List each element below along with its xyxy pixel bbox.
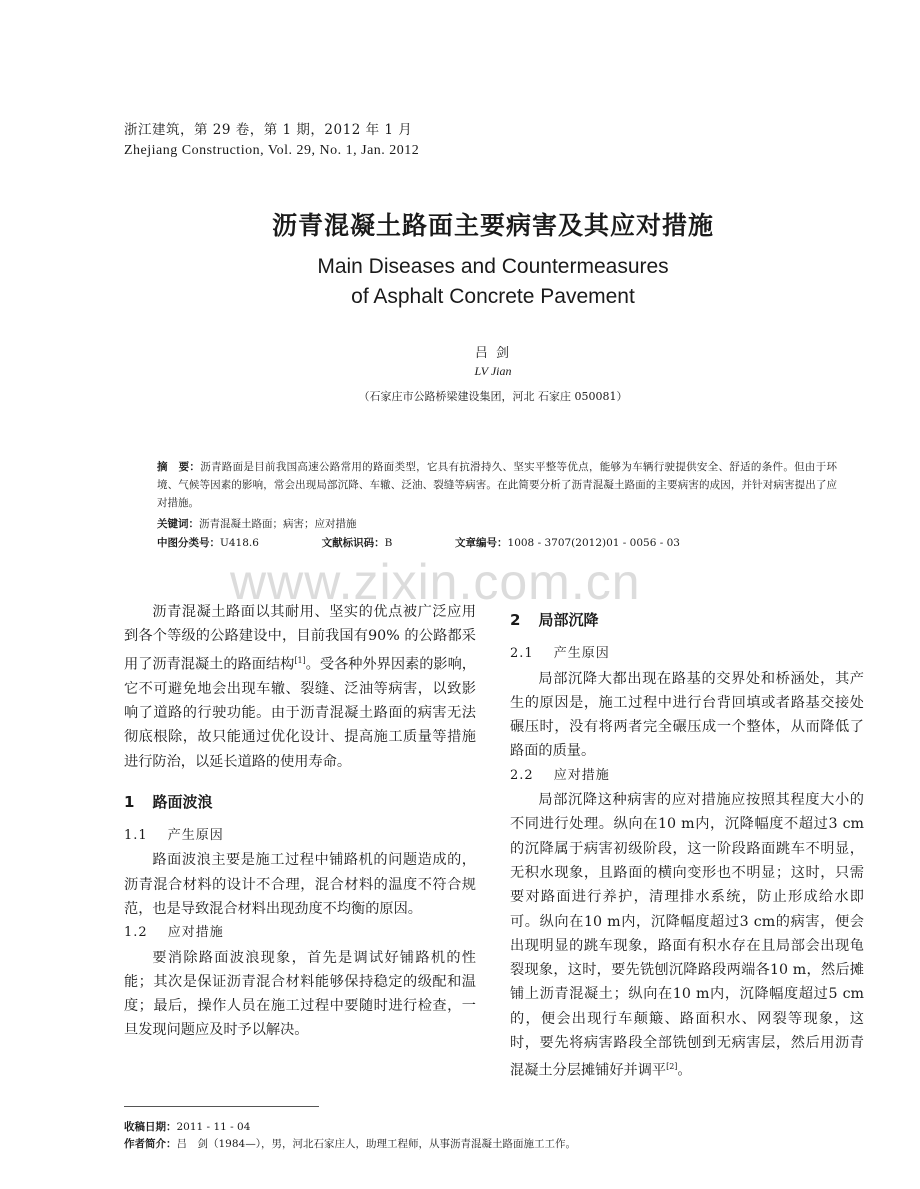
section-2-2-heading (510, 764, 864, 788)
title-cn: 沥青混凝土路面主要病害及其应对措施 (271, 211, 714, 240)
keywords-label: 关键词： (157, 518, 199, 530)
section-2-1-heading (510, 642, 864, 666)
clc-value: U418.6 (220, 537, 259, 549)
doc-code-label: 文献标识码： (321, 537, 385, 549)
section-2-2-end: 。 (677, 1063, 692, 1080)
received-value: 2011 - 11 - 04 (176, 1121, 251, 1133)
author-bio-label: 作者简介： (124, 1138, 177, 1150)
keywords (157, 515, 837, 533)
title-en-line1: Main Diseases and Countermeasures (317, 255, 669, 278)
section-2-1-paragraph: 局部沉降大都出现在路基的交界处和桥涵处，其产生的原因是，施工过程中进行台背回填或者路基交接处碾压时，没有将两者完全碾压成一个整体，从而降低了路面的质量。 (510, 670, 864, 760)
section-2-heading (510, 608, 864, 632)
section-1-2-number: 1.2 (124, 925, 148, 941)
section-2-number: 2 (510, 611, 521, 629)
keywords-text: 沥青混凝土路面；病害；应对措施 (199, 518, 357, 530)
intro-text-rest: 。受各种外界因素的影响，它不可避免地会出现车辙、裂缝、泛油等病害，以致影响了道路的行驶功能。由于沥青混凝土路面的病害无法彻底根除，故只能通过优化设计、提高施工质量等措施进行防治，以延长道路的使用寿命。 (124, 656, 476, 770)
section-1-heading (124, 790, 476, 814)
intro-paragraph (124, 600, 476, 774)
doc-code-value: B (384, 537, 393, 549)
author-cn: 吕 剑 (474, 346, 512, 361)
section-1-1-number: 1.1 (124, 828, 148, 844)
section-1-title: 路面波浪 (152, 792, 213, 811)
section-2-1-number: 2.1 (510, 646, 534, 662)
journal-header-en: Zhejiang Construction, Vol. 29, No. 1, Jan. 2012 (124, 143, 420, 158)
left-column (124, 600, 476, 1043)
right-column (510, 608, 864, 1083)
clc-label: 中图分类号： (157, 537, 220, 549)
affiliation: （石家庄市公路桥梁建设集团，河北 石家庄 050081） (358, 390, 628, 403)
section-2-1-title: 产生原因 (553, 646, 610, 662)
section-2-2-paragraph (510, 788, 864, 1083)
section-1-2-paragraph: 要消除路面波浪现象，首先是调试好铺路机的性能；其次是保证沥青混合材料能够保持稳定的级配和温度；最后，操作人员在施工过程中要随时进行检查，一旦发现问题应及时予以解决。 (124, 949, 476, 1039)
watermark: www.zixin.com.cn (230, 554, 641, 610)
reference-1: [1] (294, 655, 306, 665)
abstract-label: 摘 要： (157, 461, 201, 473)
received-label: 收稿日期： (124, 1121, 177, 1133)
author-bio (124, 1136, 576, 1152)
section-1-1-title: 产生原因 (167, 828, 224, 844)
reference-2: [2] (666, 1062, 678, 1072)
article-number-value: 1008 - 3707(2012)01 - 0056 - 03 (507, 537, 680, 549)
section-1-1-heading (124, 824, 476, 848)
section-1-1-paragraph: 路面波浪主要是施工过程中铺路机的问题造成的，沥青混合材料的设计不合理，混合材料的温度不符合规范，也是导致混合材料出现劲度不均衡的原因。 (124, 852, 476, 917)
received-date (124, 1119, 250, 1135)
abstract-text: 沥青路面是目前我国高速公路常用的路面类型，它具有抗滑持久、坚实平整等优点，能够为车辆行驶提供安全、舒适的条件。但由于环境、气候等因素的影响，常会出现局部沉降、车辙、泛油、裂缝等病害。在此简要分析了沥青混凝土路面的主要病害的成因，并针对病害提出了应对措施。 (157, 461, 838, 509)
title-en-line2: of Asphalt Concrete Pavement (351, 285, 635, 308)
section-2-2-title: 应对措施 (553, 767, 610, 783)
section-2-2-number: 2.2 (510, 767, 534, 783)
author-en: LV Jian (474, 364, 512, 378)
author-bio-text: 吕 剑（1984—），男，河北石家庄人，助理工程师，从事沥青混凝土路面施工工作。 (176, 1138, 576, 1150)
section-1-number: 1 (124, 792, 135, 811)
journal-header-cn: 浙江建筑，第 29 卷，第 1 期，2012 年 1 月 (124, 122, 413, 138)
article-number-label: 文章编号： (455, 537, 508, 549)
section-2-2-text: 局部沉降这种病害的应对措施应按照其程度大小的不同进行处理。纵向在10 m内，沉降幅度不超过3 cm的沉降属于病害初级阶段，这一阶段路面跳车不明显，无积水现象，且路面的横向变形也不明显；这时，只需要对路面进行养护，清理排水系统，防止形成给水即可。纵向在10 m内，沉降幅度超过3 cm的病害，便会出现明显的跳车现象，路面有积水存在且局部会出现龟裂现象，这时，要先铣刨沉降路段两端各10 m，然后摊铺上沥青混凝土；纵向在10 m内，沉降幅度超过5 cm的，便会出现行车颠簸、路面积水、网裂等现象，这时，要先将病害路段全部铣刨到无病害层，然后用沥青混凝土分层摊铺好并调平 (510, 792, 864, 1080)
section-2-title: 局部沉降 (538, 611, 599, 629)
intro-text: 沥青混凝土路面以其耐用、坚实的优点被广泛应用到各个等级的公路建设中，目前我国有90% 的公路都采用了沥青混凝土的路面结构 (124, 604, 476, 673)
section-1-2-title: 应对措施 (167, 925, 224, 941)
footnote-rule (124, 1106, 319, 1107)
abstract (157, 458, 837, 512)
section-1-2-heading (124, 921, 476, 945)
classification-line (157, 534, 837, 552)
